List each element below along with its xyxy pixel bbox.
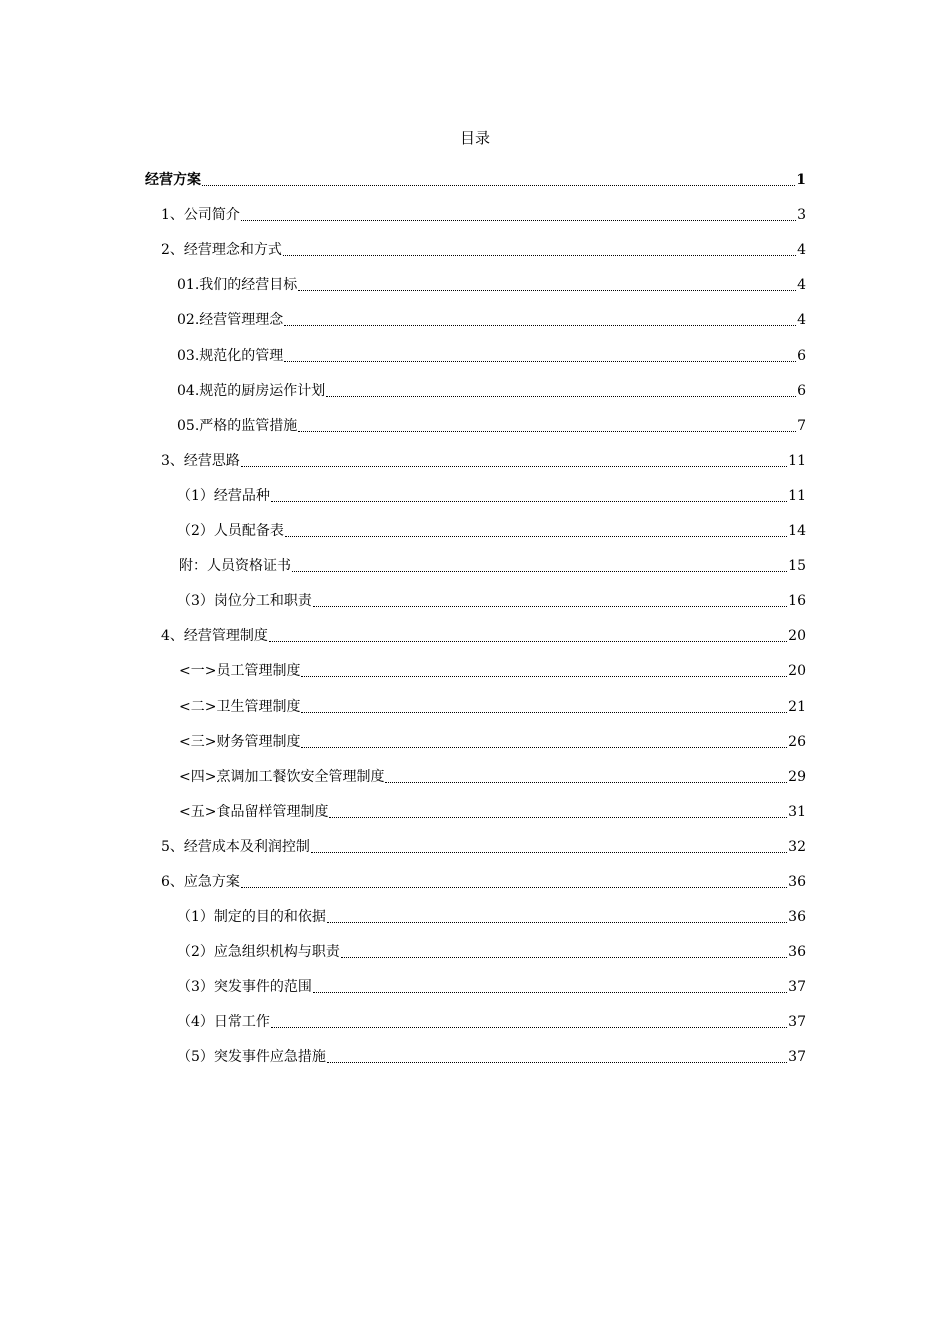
toc-entry[interactable] bbox=[145, 688, 806, 723]
toc-entry-page: 36 bbox=[788, 873, 806, 890]
toc-entry-label: 01.我们的经营目标 bbox=[177, 277, 298, 294]
toc-entry-page: 4 bbox=[797, 312, 806, 329]
toc-dot-leader bbox=[341, 957, 787, 958]
toc-dot-leader bbox=[385, 782, 787, 783]
toc-entry[interactable] bbox=[145, 969, 806, 1004]
toc-entry[interactable] bbox=[145, 443, 806, 478]
toc-entry-label: <二>卫生管理制度 bbox=[179, 698, 301, 715]
toc-entry-page: 21 bbox=[788, 698, 806, 715]
toc-entry-label: （3）突发事件的范围 bbox=[177, 979, 312, 996]
toc-entry-page: 11 bbox=[788, 452, 806, 469]
toc-dot-leader bbox=[269, 641, 787, 642]
toc-entry[interactable] bbox=[145, 653, 806, 688]
toc-entry-label: （1）经营品种 bbox=[177, 487, 270, 504]
toc-dot-leader bbox=[301, 676, 787, 677]
toc-entry-label: （3）岗位分工和职责 bbox=[177, 593, 312, 610]
toc-entry[interactable] bbox=[145, 373, 806, 408]
toc-entry-label: <五>食品留样管理制度 bbox=[179, 803, 329, 820]
toc-entry[interactable] bbox=[145, 1039, 806, 1074]
toc-entry-page: 7 bbox=[797, 417, 806, 434]
toc-entry-label: 3、经营思路 bbox=[161, 452, 240, 469]
toc-dot-leader bbox=[241, 220, 796, 221]
toc-dot-leader bbox=[301, 747, 787, 748]
toc-entry-page: 26 bbox=[788, 733, 806, 750]
toc-entry[interactable] bbox=[145, 759, 806, 794]
toc-entry[interactable] bbox=[145, 232, 806, 267]
toc-dot-leader bbox=[202, 185, 795, 186]
toc-entry[interactable] bbox=[145, 302, 806, 337]
toc-entry-label: （1）制定的目的和依据 bbox=[177, 909, 326, 926]
toc-entry-label: 04.规范的厨房运作计划 bbox=[177, 382, 326, 399]
toc-entry-label: 6、应急方案 bbox=[161, 873, 240, 890]
toc-entry-label: <一>员工管理制度 bbox=[179, 663, 301, 680]
toc-entry[interactable] bbox=[145, 478, 806, 513]
toc-entry-page: 37 bbox=[788, 1049, 806, 1066]
toc-dot-leader bbox=[326, 396, 796, 397]
toc-entry[interactable] bbox=[145, 337, 806, 372]
toc-dot-leader bbox=[298, 290, 796, 291]
toc-entry[interactable] bbox=[145, 162, 806, 197]
toc-entry-page: 1 bbox=[796, 172, 806, 189]
toc-entry-page: 20 bbox=[788, 628, 806, 645]
toc-entry-page: 20 bbox=[788, 663, 806, 680]
toc-entry[interactable] bbox=[145, 864, 806, 899]
table-of-contents bbox=[145, 162, 806, 1074]
toc-entry-page: 15 bbox=[788, 558, 806, 575]
toc-entry[interactable] bbox=[145, 829, 806, 864]
toc-entry[interactable] bbox=[145, 548, 806, 583]
toc-dot-leader bbox=[313, 606, 787, 607]
toc-entry-label: 03.规范化的管理 bbox=[177, 347, 284, 364]
toc-entry-label: （2）人员配备表 bbox=[177, 523, 284, 540]
toc-entry-label: （4）日常工作 bbox=[177, 1014, 270, 1031]
toc-dot-leader bbox=[271, 1027, 787, 1028]
toc-dot-leader bbox=[301, 712, 787, 713]
toc-entry[interactable] bbox=[145, 197, 806, 232]
toc-dot-leader bbox=[284, 325, 796, 326]
toc-title: 目录 bbox=[459, 129, 490, 147]
toc-entry[interactable] bbox=[145, 267, 806, 302]
toc-entry-page: 11 bbox=[788, 487, 806, 504]
toc-dot-leader bbox=[329, 817, 787, 818]
toc-entry-label: 附：人员资格证书 bbox=[179, 558, 291, 575]
toc-dot-leader bbox=[241, 887, 787, 888]
toc-entry-label: （2）应急组织机构与职责 bbox=[177, 944, 340, 961]
toc-entry-page: 16 bbox=[788, 593, 806, 610]
toc-entry-label: 05.严格的监管措施 bbox=[177, 417, 298, 434]
toc-entry-page: 31 bbox=[788, 803, 806, 820]
toc-entry-page: 14 bbox=[788, 523, 806, 540]
toc-entry[interactable] bbox=[145, 794, 806, 829]
toc-entry-page: 3 bbox=[797, 207, 806, 224]
toc-dot-leader bbox=[283, 255, 796, 256]
toc-entry-page: 6 bbox=[797, 347, 806, 364]
toc-entry-label: 4、经营管理制度 bbox=[161, 628, 268, 645]
toc-entry-label: 2、经营理念和方式 bbox=[161, 242, 282, 259]
toc-entry[interactable] bbox=[145, 618, 806, 653]
toc-entry-label: <三>财务管理制度 bbox=[179, 733, 301, 750]
toc-entry[interactable] bbox=[145, 899, 806, 934]
toc-entry-label: 经营方案 bbox=[145, 172, 201, 189]
toc-entry-label: 02.经营管理理念 bbox=[177, 312, 284, 329]
toc-dot-leader bbox=[271, 501, 787, 502]
toc-entry-label: 1、公司简介 bbox=[161, 207, 240, 224]
toc-dot-leader bbox=[285, 536, 787, 537]
toc-dot-leader bbox=[292, 571, 787, 572]
toc-entry[interactable] bbox=[145, 1004, 806, 1039]
toc-entry[interactable] bbox=[145, 724, 806, 759]
toc-entry[interactable] bbox=[145, 583, 806, 618]
toc-entry-page: 36 bbox=[788, 944, 806, 961]
toc-entry-page: 4 bbox=[797, 242, 806, 259]
toc-entry-page: 37 bbox=[788, 1014, 806, 1031]
toc-dot-leader bbox=[313, 992, 787, 993]
toc-entry-label: （5）突发事件应急措施 bbox=[177, 1049, 326, 1066]
toc-entry-page: 36 bbox=[788, 909, 806, 926]
toc-dot-leader bbox=[311, 852, 787, 853]
toc-dot-leader bbox=[298, 431, 796, 432]
toc-entry-label: 5、经营成本及利润控制 bbox=[161, 838, 310, 855]
toc-entry-page: 6 bbox=[797, 382, 806, 399]
toc-dot-leader bbox=[327, 1062, 787, 1063]
toc-entry-page: 37 bbox=[788, 979, 806, 996]
toc-dot-leader bbox=[327, 922, 787, 923]
toc-dot-leader bbox=[284, 361, 796, 362]
toc-dot-leader bbox=[241, 466, 787, 467]
toc-entry[interactable] bbox=[145, 513, 806, 548]
toc-entry-page: 32 bbox=[788, 838, 806, 855]
toc-entry[interactable] bbox=[145, 408, 806, 443]
toc-entry-page: 4 bbox=[797, 277, 806, 294]
toc-entry-label: <四>烹调加工餐饮安全管理制度 bbox=[179, 768, 385, 785]
toc-entry-page: 29 bbox=[788, 768, 806, 785]
toc-entry[interactable] bbox=[145, 934, 806, 969]
